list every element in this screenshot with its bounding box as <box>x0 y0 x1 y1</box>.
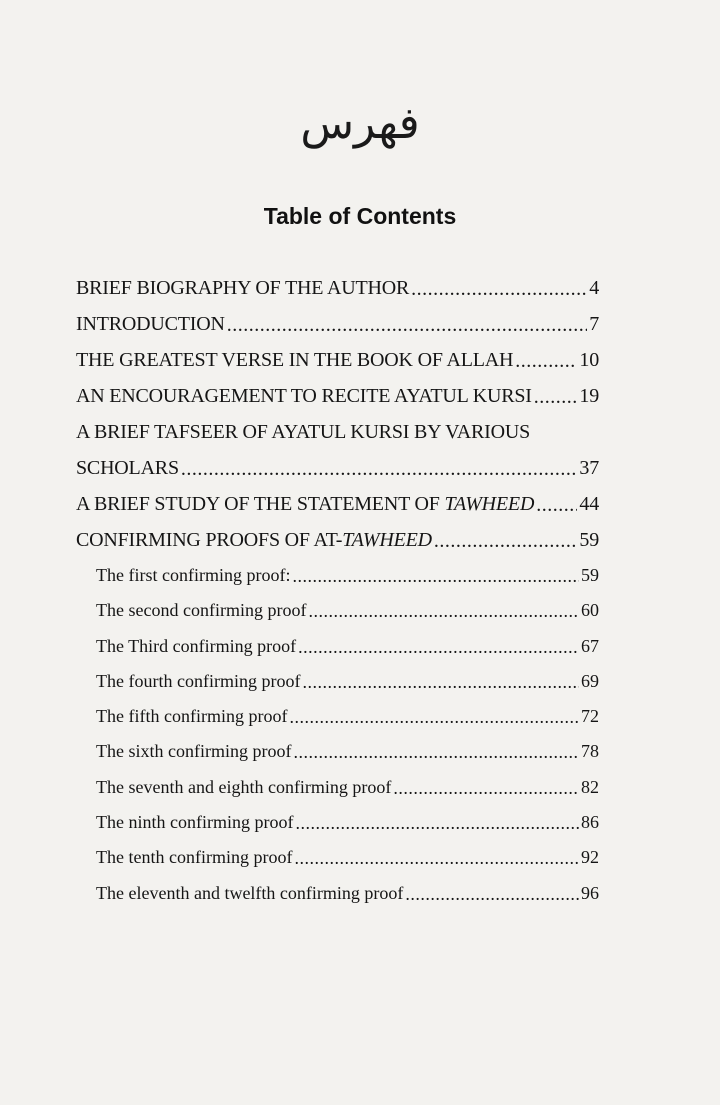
dot-leader <box>294 841 579 876</box>
dot-leader <box>308 594 579 629</box>
arabic-heading: فهرس <box>300 98 420 149</box>
dot-leader <box>292 559 579 594</box>
table-of-contents <box>76 270 599 911</box>
toc-subentry-sixth-proof[interactable] <box>76 734 599 769</box>
toc-subentry-second-proof[interactable] <box>76 593 599 628</box>
toc-entry-study-tawheed[interactable] <box>76 486 599 522</box>
toc-page-number: 4 <box>589 277 599 299</box>
toc-page-number: 72 <box>581 706 599 727</box>
toc-page-number: 86 <box>581 812 599 833</box>
toc-entry-label: AN ENCOURAGEMENT TO RECITE AYATUL KURSI <box>76 385 532 407</box>
dot-leader <box>534 379 578 415</box>
toc-entry-label: THE GREATEST VERSE IN THE BOOK OF ALLAH <box>76 349 514 371</box>
toc-entry-greatest-verse[interactable] <box>76 342 599 378</box>
toc-subentry-label: The sixth confirming proof <box>96 741 292 762</box>
dot-leader <box>405 877 579 912</box>
toc-page-number: 19 <box>579 385 599 407</box>
toc-subentry-tenth-proof[interactable] <box>76 840 599 875</box>
toc-entry-label: A BRIEF TAFSEER OF AYATUL KURSI BY VARIOUS <box>76 421 531 443</box>
toc-page-number: 92 <box>581 847 599 868</box>
toc-page-number: 60 <box>581 600 599 621</box>
dot-leader <box>393 771 579 806</box>
toc-entry-label <box>76 522 432 558</box>
toc-entry-tafseer-line2[interactable] <box>76 450 599 486</box>
toc-entry-tafseer-line1[interactable] <box>76 414 599 450</box>
toc-subentry-label: The tenth confirming proof <box>96 847 293 868</box>
toc-subentry-label: The second confirming proof <box>96 600 307 621</box>
toc-page-number: 82 <box>581 776 599 797</box>
toc-subentry-label: The fifth confirming proof <box>96 706 288 727</box>
toc-entry-label: INTRODUCTION <box>76 313 225 335</box>
toc-page-number: 10 <box>579 349 599 371</box>
toc-subentry-label: The seventh and eighth confirming proof <box>96 776 392 797</box>
toc-entry-label-text: A BRIEF STUDY OF THE STATEMENT OF <box>76 493 445 515</box>
toc-page-number: 59 <box>579 529 599 551</box>
toc-entry-label-continued: SCHOLARS <box>76 457 179 479</box>
toc-page-number: 44 <box>579 493 599 515</box>
toc-entry-label <box>76 486 534 522</box>
toc-page-number: 78 <box>581 741 599 762</box>
dot-leader <box>289 700 579 735</box>
toc-subentry-label: The ninth confirming proof <box>96 812 294 833</box>
toc-subentry-third-proof[interactable] <box>76 629 599 664</box>
page-title: Table of Contents <box>263 203 457 229</box>
toc-subentry-ninth-proof[interactable] <box>76 805 599 840</box>
toc-subentry-label: The eleventh and twelfth confirming proof <box>96 882 404 903</box>
toc-page-number: 7 <box>589 313 599 335</box>
dot-leader <box>227 307 587 343</box>
dot-leader <box>434 523 577 559</box>
toc-subentry-label: The first confirming proof: <box>96 565 291 585</box>
dot-leader <box>295 806 579 841</box>
toc-subentry-label: The fourth confirming proof <box>96 670 301 691</box>
dot-leader <box>411 271 587 307</box>
toc-subentry-fifth-proof[interactable] <box>76 699 599 734</box>
toc-entry-label-italic: TAWHEED <box>444 493 535 515</box>
toc-subentry-eleventh-twelfth-proof[interactable] <box>76 876 599 911</box>
toc-entry-encouragement[interactable] <box>76 378 599 414</box>
toc-entry-confirming-proofs[interactable] <box>76 522 599 558</box>
dot-leader <box>536 487 577 523</box>
toc-entry-introduction[interactable] <box>76 306 599 342</box>
toc-page-number: 59 <box>581 565 599 585</box>
dot-leader <box>293 735 579 770</box>
dot-leader <box>181 451 578 487</box>
toc-page-number: 96 <box>581 882 599 903</box>
toc-page-number: 37 <box>579 457 599 479</box>
toc-entry-label-text: CONFIRMING PROOFS OF AT- <box>76 529 343 551</box>
dot-leader <box>298 630 579 665</box>
toc-entry-label: BRIEF BIOGRAPHY OF THE AUTHOR <box>76 277 410 299</box>
toc-entry-biography[interactable] <box>76 270 599 306</box>
toc-subentry-first-proof[interactable] <box>76 558 599 593</box>
toc-entry-label-italic: TAWHEED <box>342 529 432 551</box>
dot-leader <box>515 343 577 379</box>
toc-subentry-fourth-proof[interactable] <box>76 664 599 699</box>
toc-subentry-seventh-eighth-proof[interactable] <box>76 770 599 805</box>
dot-leader <box>302 665 579 700</box>
toc-page-number: 67 <box>581 635 599 656</box>
toc-subentry-label: The Third confirming proof <box>96 635 297 656</box>
toc-page-number: 69 <box>581 670 599 691</box>
